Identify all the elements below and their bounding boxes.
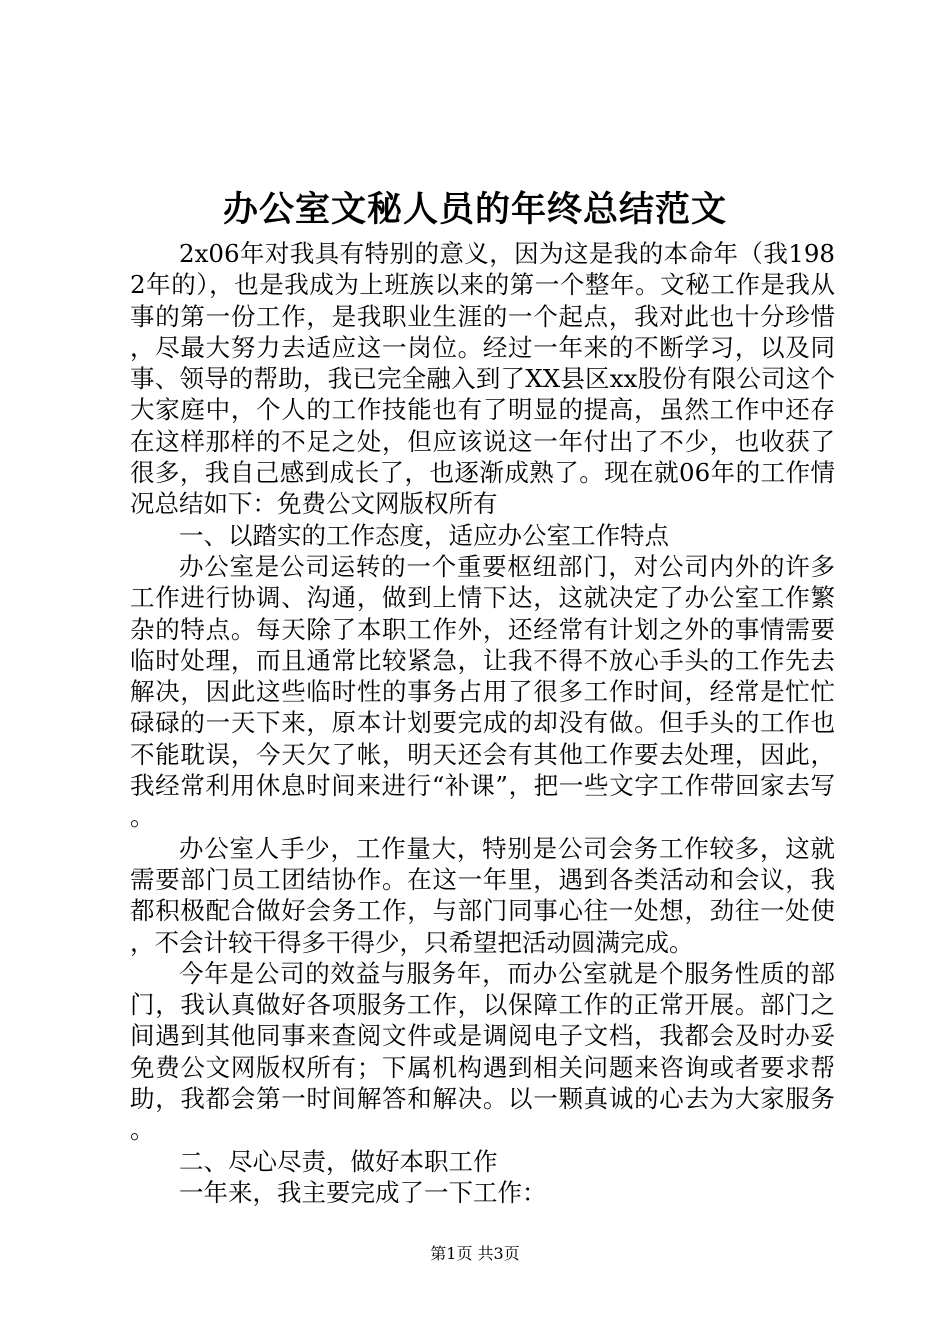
page-number-footer: 第1页 共3页 [430,1244,520,1263]
paragraph-work-list-intro: 一年来，我主要完成了一下工作： [179,1177,547,1207]
section-heading-2: 二、尽心尽责，做好本职工作 [179,1146,498,1176]
document-title: 办公室文秘人员的年终总结范文 [222,190,727,230]
paragraph-service: 今年是公司的效益与服务年，而办公室就是个服务性质的部门，我认真做好各项服务工作，以保障工作的正常开展。部门之间遇到其他同事来查阅文件或是调阅电子文档，我都会及时办妥免费公文网版权所有；下属机构遇到相关问题来咨询或者要求帮助，我都会第一时间解答和解决。以一颗真诚的心去为大家服务。 [130,958,835,1145]
section-heading-1: 一、以踏实的工作态度，适应办公室工作特点 [179,520,669,550]
document-body [130,238,835,1208]
paragraph-teamwork: 办公室人手少，工作量大，特别是公司会务工作较多，这就需要部门员工团结协作。在这一年里，遇到各类活动和会议，我都积极配合做好会务工作，与部门同事心往一处想，劲往一处使，不会计较干得多干得少，只希望把活动圆满完成。 [130,833,835,957]
paragraph-intro: 2x06年对我具有特别的意义，因为这是我的本命年（我1982年的），也是我成为上班族以来的第一个整年。文秘工作是我从事的第一份工作，是我职业生涯的一个起点，我对此也十分珍惜，尽最大努力去适应这一岗位。经过一年来的不断学习，以及同事、领导的帮助，我已完全融入到了XX县区xx股份有限公司这个大家庭中，个人的工作技能也有了明显的提高，虽然工作中还存在这样那样的不足之处，但应该说这一年付出了不少，也收获了很多，我自己感到成长了，也逐渐成熟了。现在就06年的工作情况总结如下：免费公文网版权所有 [130,239,835,519]
paragraph-office-features: 办公室是公司运转的一个重要枢纽部门，对公司内外的许多工作进行协调、沟通，做到上情下达，这就决定了办公室工作繁杂的特点。每天除了本职工作外，还经常有计划之外的事情需要临时处理，而且通常比较紧急，让我不得不放心手头的工作先去解决，因此这些临时性的事务占用了很多工作时间，经常是忙忙碌碌的一天下来，原本计划要完成的却没有做。但手头的工作也不能耽误，今天欠了帐，明天还会有其他工作要去处理，因此，我经常利用休息时间来进行“补课”，把一些文字工作带回家去写。 [130,551,835,832]
